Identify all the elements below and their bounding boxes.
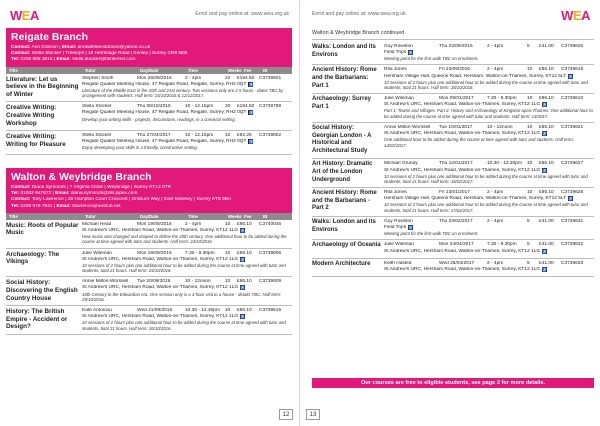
course-code: C3739610: [561, 96, 584, 102]
course-title: Walks: London and its Environs: [312, 44, 376, 58]
course-details: [384, 219, 594, 236]
course-weeks: 10: [225, 221, 231, 227]
course-fee: £86.10: [539, 96, 554, 102]
course-row: [6, 306, 292, 335]
course-details: [384, 261, 594, 273]
course-list: [6, 74, 292, 155]
course-note: How music was changed and shaped to define the 20th century. One additional hour to be added during the course at time agreed with tutor and students. Half term: 24/10/2016.: [82, 234, 287, 245]
walton-branch: [6, 168, 292, 335]
wheelchair-access-icon: ♿: [542, 102, 548, 108]
course-venue: Field Trips ♿: [384, 50, 414, 56]
branch-contact-line: Contact: Diana Symonds | 7 Virginia Close | Weybridge | Surrey KT13 0TR: [11, 185, 172, 190]
course-note: One additional hour to be added during the course at time agreed with tutor and students. Half term: 14/02/2017.: [384, 137, 574, 148]
course-note: Meeting point for the first walk TBC on enrolment.: [384, 231, 479, 237]
wheelchair-access-icon: ♿: [408, 225, 414, 231]
course-note: Literature of the Middle East in the 20th and 21st century. Two sessions only are 2.5 hours - dates TBC by arrangement with students. Half term: 24/10/2016 & 12/12/2017.: [82, 87, 284, 99]
course-code: C3739802: [259, 133, 282, 139]
branch-contact-line: Tel: 01932 847672 | Email: diana.symonds@dsl.pipex.com: [11, 191, 138, 197]
course-row: [312, 217, 594, 240]
course-date: Mon 19/09/2016: [137, 221, 172, 227]
course-date: Fri 13/01/2017: [439, 190, 470, 196]
course-tutor: Annie Milton-Worssell: [82, 279, 129, 285]
course-fee: £86.10: [237, 308, 252, 314]
course-code: C3739628: [561, 190, 584, 196]
course-fee: £86.10: [539, 161, 554, 167]
course-date: Tue 20/09/2016: [137, 279, 171, 285]
course-fee: £184.50: [237, 104, 255, 110]
course-weeks: 10: [225, 279, 231, 285]
email-link[interactable]: stella.stocker@btinternet.com: [72, 57, 136, 63]
course-note: Part 1: Towns and Villages. Part 2: History and Archaeology of Kingston-upon-Thames. One additional hour to be added during the course at time agreed with tutor and students. Half term: 13/2017.: [384, 108, 593, 119]
course-date: Thu 23/02/2017: [439, 218, 473, 224]
course-venue: St Andrew's URC, Hersham Road, Walton-on-Thames, Surrey, KT12 1LG ♿: [384, 266, 548, 272]
wheelchair-access-icon: ♿: [240, 227, 246, 233]
course-row: [6, 74, 292, 103]
course-venue: St Andrew's URC, Hersham Road, Walton-on-Thames, Surrey, KT12 1LG ♿: [384, 167, 548, 173]
course-code: C3739627: [561, 161, 584, 167]
course-time: 2 - 4pm: [487, 260, 504, 266]
branch-contact-line: Contact: Ann Dobson | Email: annkathleendobson@yahoo.co.uk: [11, 45, 151, 50]
course-date: Mon 26/09/2016: [137, 75, 172, 81]
branch-contact-line: Contact: Tony Lawrence | 28 Hampton Court Crescent | Graburn Way | East Molesey | Surrey KT8 9BA: [11, 197, 232, 203]
wheelchair-access-icon: ♿: [568, 196, 574, 202]
course-date: Mon 09/01/2017: [439, 96, 474, 102]
course-tutor: Keith Hasted: [384, 260, 412, 266]
course-date: Thu 12/01/2017: [439, 161, 473, 167]
wheelchair-access-icon: ♿: [542, 266, 548, 272]
course-time: 10 - 12.15pm: [185, 104, 214, 110]
course-tutor: Guy Rowston: [384, 218, 413, 224]
course-code: C3739799: [259, 104, 282, 110]
course-note: 10 sessions of 2 hours plus one additional hour to be added during the course at time agreed with tutor and students, total 21 hours. Half term: 16/02/2017.: [384, 173, 588, 184]
course-tutor: Guy Rowston: [384, 44, 413, 49]
course-venue: Reigate Quaker Meeting House, 47 Reigate Road, Reigate, Surrey, RH2 0QT ♿: [82, 81, 254, 87]
course-title: Ancient History: Rome and the Barbarians: Part 1: [312, 67, 377, 89]
course-date: Mon 24/04/2017: [439, 242, 474, 248]
course-time: 7.30 - 9.30pm: [185, 250, 215, 256]
course-tutor: Michael Head: [82, 221, 112, 227]
course-tutor: Julie Wileman: [384, 96, 414, 102]
course-note: 10 sessions of 2 hours plus one additional hour to be added during the course at time agreed with tutor and students, total 21 hours. Half term: 17/02/2017.: [384, 202, 588, 213]
course-row: [6, 249, 292, 278]
course-venue: Hersham Village Hall, Queens Road, Hersham, Walton-on-Thames, Surrey, KT12 5LT ♿: [384, 73, 574, 79]
course-code: C3739609: [259, 279, 282, 285]
course-weeks: 10: [225, 250, 231, 256]
course-date: Thu 22/09/2016: [439, 44, 473, 49]
course-details: [384, 125, 594, 155]
course-fee: £86.10: [237, 250, 252, 256]
course-title: Ancient History: Rome and the Barbarians - Part 2: [312, 190, 377, 212]
right-page: [300, 0, 600, 426]
page-number: 12: [279, 409, 293, 420]
course-tutor: Stella Stocker: [82, 133, 112, 139]
branch-contact-line: Tel: 0208 668 3816 | Email: stella.stocker@btinternet.com: [11, 57, 136, 63]
course-venue: St Andrew's URC, Hersham Road, Walton-on-Thames, Surrey, KT12 1LG ♿: [384, 102, 548, 108]
course-weeks: 10: [527, 125, 533, 131]
course-title: Social History: Georgian London - A Historical and Architectural Study: [312, 125, 372, 154]
course-row: [6, 102, 292, 131]
course-tutor: Annie Milton-Worssell: [384, 125, 431, 131]
wheelchair-access-icon: ♿: [568, 73, 574, 79]
course-title: Walks: London and its Environs: [312, 218, 376, 233]
enrol-text: Enrol and pay online at: www.wea.org.uk: [312, 11, 406, 17]
course-title: Creative Writing: Writing for Pleasure: [6, 133, 66, 148]
branch-title: Walton & Weybridge Branch: [11, 171, 152, 183]
course-code: C3739615: [259, 308, 282, 314]
branch-contact-line: Contact: Stella Stocker | Treetops | 18 Hermitage Road | Kenley | Surrey CR8 5EB: [11, 51, 188, 57]
course-time: 2 - 4pm: [487, 44, 504, 49]
course-details: [82, 308, 292, 331]
course-code: C3739618: [561, 67, 584, 73]
course-title: Social History: Discovering the English Country House: [6, 279, 78, 302]
course-row: [6, 277, 292, 306]
course-weeks: 10: [225, 308, 231, 314]
course-fee: £184.50: [237, 75, 255, 81]
course-date: Wed 21/09/2016: [137, 308, 173, 314]
course-date: Tue 10/01/2017: [439, 125, 473, 131]
wheelchair-access-icon: ♿: [542, 248, 548, 254]
wea-logo: WEA: [10, 8, 39, 23]
course-tutor: Julie Wileman: [82, 250, 112, 256]
reigate-branch: [6, 28, 292, 155]
course-note: 10 sessions of 2 hours plus one additional hour to be added during the course at time agreed with tutor and students, total 21 hours. Half term: 26/10/2016.: [82, 320, 286, 331]
course-time: 2 - 4pm: [185, 221, 202, 227]
course-title: Music: Roots of Popular Music: [6, 221, 79, 237]
course-time: 2 - 4pm: [487, 218, 504, 224]
course-note: 16th Century to the Edwardian era. One session only is a 3-hour visit to a house - details TBC. Half term: 25/10/2016.: [82, 291, 282, 302]
course-row: [6, 220, 292, 249]
wheelchair-access-icon: ♿: [248, 110, 254, 116]
course-details: [82, 222, 292, 245]
course-fee: £86.10: [539, 67, 554, 73]
course-weeks: 5: [527, 218, 530, 224]
course-details: [384, 242, 594, 254]
course-weeks: 10: [225, 133, 231, 139]
course-title: Literature: Let us believe in the Beginning of Winter: [6, 75, 79, 98]
course-code: C3740045: [259, 221, 282, 227]
course-fee: £86.10: [237, 279, 252, 285]
course-code: C3739601: [259, 75, 282, 81]
course-row: [6, 131, 292, 154]
course-time: 7.30 - 9.30pm: [487, 242, 517, 248]
course-tutor: Kate Antoniou: [82, 308, 112, 314]
course-fee: £41.00: [539, 260, 554, 266]
course-title: History: The British Empire - Accident or Design?: [6, 308, 68, 331]
course-title: Creative Writing: Creative Writing Workshop: [6, 104, 57, 127]
course-code: C3739633: [561, 260, 584, 266]
course-time: 7.30 - 9.30pm: [487, 96, 517, 102]
wheelchair-access-icon: ♿: [542, 131, 548, 137]
course-details: [82, 104, 292, 127]
course-details: [82, 76, 292, 99]
course-weeks: 22: [225, 75, 231, 81]
course-row: [312, 65, 594, 94]
wheelchair-access-icon: ♿: [248, 139, 254, 145]
course-fee: £41.00: [539, 242, 554, 248]
course-weeks: 5: [527, 242, 530, 248]
course-list: [312, 42, 594, 277]
course-venue: Field Trips ♿: [384, 225, 414, 231]
course-time: 10.30 - 12.30pm: [185, 308, 220, 314]
course-tutor: Rita Jones: [384, 190, 407, 196]
course-code: C3739606: [259, 250, 282, 256]
course-title: Archaeology: The Vikings: [6, 250, 60, 266]
wheelchair-access-icon: ♿: [408, 50, 414, 56]
course-title: Archaeology: Surrey Part 1: [312, 96, 372, 110]
course-venue: St Andrew's URC, Hersham Road, Walton-on-Thames, Surrey, KT12 1LG ♿: [82, 256, 246, 262]
course-note: Develop your writing skills - projects, discussions, readings, in a convivial setting.: [82, 116, 236, 122]
course-details: [384, 67, 594, 90]
branch-header: [6, 28, 292, 67]
email-link[interactable]: annkathleendobson@yahoo.co.uk: [77, 45, 151, 50]
free-courses-banner: Our courses are free to eligible students, see page 2 for more details.: [312, 378, 594, 388]
course-details: [82, 279, 292, 302]
course-code: C3739632: [561, 242, 584, 248]
course-weeks: 5: [527, 44, 530, 49]
course-row: [312, 42, 594, 65]
branch-contact-line: Tel: 0208 979 7841 | Email: tlawrence@uwclub.net: [11, 203, 121, 209]
course-venue: St Andrew's URC, Hersham Road, Walton-on-Thames, Surrey, KT12 1LG ♿: [82, 285, 246, 291]
email-link[interactable]: diana.symonds@dsl.pipex.com: [70, 191, 138, 197]
course-note: Meeting point for the first walk TBC on enrolment.: [384, 56, 479, 62]
right-course-section: [312, 30, 594, 277]
course-date: Thu 06/10/2016: [137, 104, 171, 110]
course-weeks: 5: [527, 260, 530, 266]
course-weeks: 10: [527, 161, 533, 167]
wheelchair-access-icon: ♿: [542, 167, 548, 173]
course-weeks: 10: [527, 96, 533, 102]
course-code: C3739621: [561, 125, 584, 131]
course-venue: St Andrew's URC, Hersham Road, Walton-on-Thames, Surrey, KT12 1LG ♿: [82, 227, 246, 233]
branch-title: Reigate Branch: [11, 31, 89, 43]
course-row: [312, 259, 594, 277]
course-date: Thu 27/04/2017: [137, 133, 171, 139]
course-fee: £86.10: [237, 221, 252, 227]
course-venue: St Andrew's URC, Hersham Road, Walton-on-Thames, Surrey, KT12 1LG ♿: [82, 314, 246, 320]
course-row: [312, 188, 594, 217]
course-fee: £41.00: [539, 218, 554, 224]
course-tutor: Stella Stocker: [82, 104, 112, 110]
wheelchair-access-icon: ♿: [240, 314, 246, 320]
wheelchair-access-icon: ♿: [248, 81, 254, 87]
course-note: 10 sessions of 2 hours plus one additional hour to be added during the course at time agreed with tutor and students, total 21 hours. Half term: 28/10/2016.: [384, 79, 588, 90]
course-tutor: Julie Wileman: [384, 242, 414, 248]
email-link[interactable]: tlawrence@uwclub.net: [72, 203, 121, 209]
course-fee: £86.10: [539, 190, 554, 196]
course-row: [312, 240, 594, 258]
course-time: 2 - 4pm: [487, 67, 504, 73]
course-meta: [384, 219, 594, 225]
course-tutor: Stephen Smith: [82, 75, 114, 81]
course-details: [384, 190, 594, 213]
course-venue: St Andrew's URC, Hersham Road, Walton-on-Thames, Surrey, KT12 1LG ♿: [384, 248, 548, 254]
course-note: Enjoy developing your skills in a friendly, constructive setting.: [82, 145, 198, 151]
course-date: Fri 23/09/2016: [439, 67, 470, 73]
course-row: [312, 94, 594, 123]
course-venue: Reigate Quaker Meeting House, 47 Reigate Road, Reigate, Surrey, RH2 0QT ♿: [82, 110, 254, 116]
course-fee: £86.10: [539, 125, 554, 131]
course-time: 10 - 12noon: [487, 125, 513, 131]
course-time: 2 - 4pm: [487, 190, 504, 196]
course-details: [384, 44, 594, 61]
course-title: Art History: Dramatic Art of the London Underground: [312, 161, 373, 183]
course-tutor: Rita Jones: [384, 67, 407, 73]
course-time: 10.30 - 12.30pm: [487, 161, 522, 167]
wea-logo: WEA: [561, 8, 590, 23]
course-fee: £41.00: [539, 44, 554, 49]
branch-continued-heading: Walton & Weybridge Branch continued: [312, 30, 594, 40]
course-date: Mon 19/09/2016: [137, 250, 172, 256]
course-details: [384, 96, 594, 119]
course-details: [82, 251, 292, 274]
course-tutor: Michael Grundy: [384, 161, 418, 167]
course-fee: £92.25: [237, 133, 252, 139]
course-date: Wed 26/04/2017: [439, 260, 475, 266]
column-header: Title Tutor Day/Date Time Weeks Fee IB: [6, 67, 292, 74]
column-header: Title Tutor Day/Date Time Weeks Fee IB: [6, 213, 292, 220]
course-details: [384, 161, 594, 184]
course-venue: Reigate Quaker Meeting House, 47 Reigate Road, Reigate, Surrey, RH2 0QT ♿: [82, 139, 254, 145]
course-weeks: 10: [527, 190, 533, 196]
course-weeks: 20: [225, 104, 231, 110]
course-row: [312, 123, 594, 159]
course-title: Modern Architecture: [312, 260, 371, 267]
enrol-text: Enrol and pay online at: www.wea.org.uk: [195, 11, 289, 17]
course-venue: St Andrew's URC, Hersham Road, Walton-on-Thames, Surrey, KT12 1LG ♿: [384, 131, 548, 137]
page-number: 13: [306, 409, 320, 420]
course-meta: [384, 44, 594, 50]
course-venue: Hersham Village Hall, Queens Road, Hersham, Walton-on-Thames, Surrey, KT12 5LT ♿: [384, 196, 574, 202]
wheelchair-access-icon: ♿: [240, 256, 246, 262]
wheelchair-access-icon: ♿: [240, 285, 246, 291]
course-time: 2 - 4pm: [185, 75, 202, 81]
course-details: [82, 133, 292, 150]
course-title: Archaeology of Oceania: [312, 242, 381, 249]
course-code: C3739631: [561, 218, 584, 224]
course-list: [6, 220, 292, 335]
course-note: 10 sessions of 2 hours plus one additional hour to be added during the course at time agreed with tutor and students, total 21 hours. Half term: 24/10/2016.: [82, 262, 286, 274]
course-time: 10 - 12noon: [185, 279, 211, 285]
course-time: 10 - 12.15pm: [185, 133, 214, 139]
branch-header: [6, 168, 292, 213]
course-row: [312, 159, 594, 188]
course-code: C3739626: [561, 44, 584, 49]
course-weeks: 10: [527, 67, 533, 73]
